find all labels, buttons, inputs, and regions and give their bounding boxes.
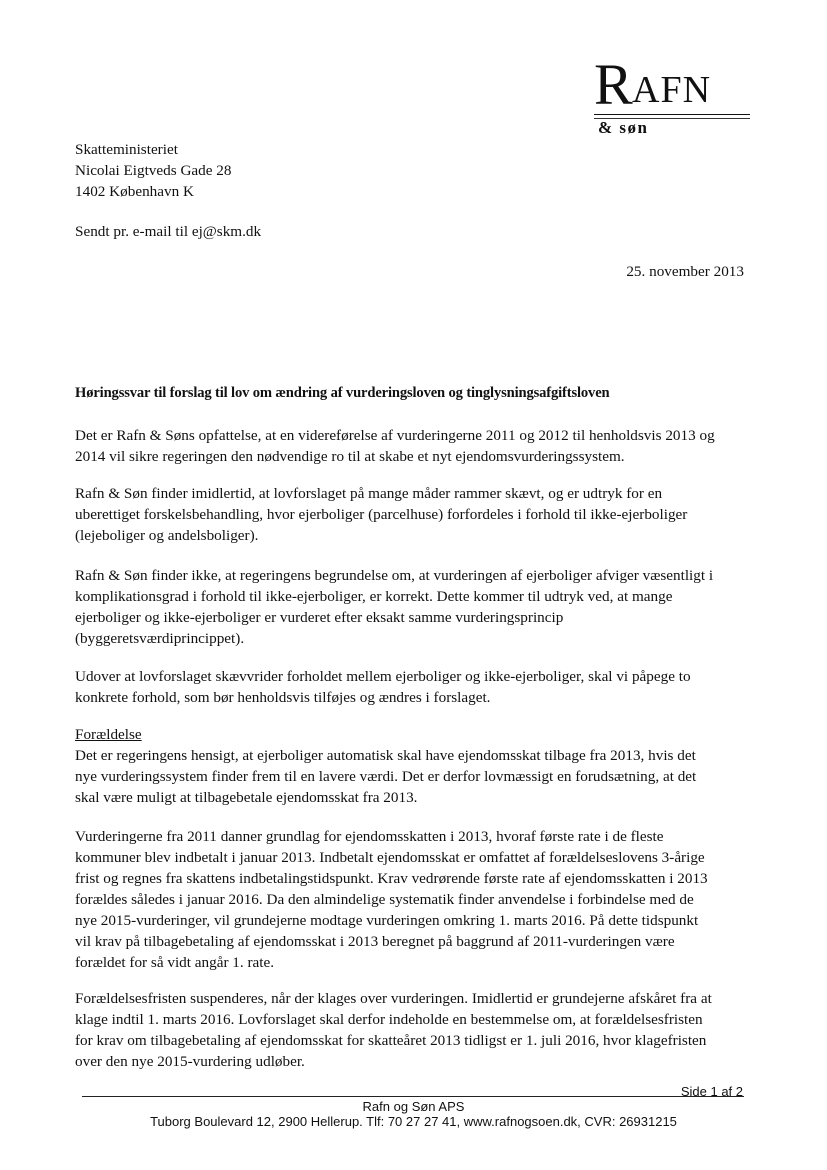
text-line: frist og regnes fra skattens indbetalingstidspunkt. Krav vedrørende første rate af ejendomsskatten i 2013: [75, 870, 708, 887]
text-line: nye vurderingssystem finder frem til en lavere værdi. Det er derfor lovmæssigt en forudsætning, at det: [75, 768, 697, 785]
body-paragraph: [75, 483, 755, 546]
text-line: klage indtil 1. marts 2016. Lovforslaget skal derfor indeholde en bestemmelse om, at forældelsesfristen: [75, 1011, 703, 1028]
text-line: forældes således i januar 2016. Da den almindelige systematik finder anvendelse i forbindelse med de: [75, 891, 694, 908]
recipient-line: Nicolai Eigtveds Gade 28: [75, 162, 232, 179]
footer-contact: Tuborg Boulevard 12, 2900 Hellerup. Tlf: 70 27 27 41, www.rafnogsoen.dk, CVR: 26931215: [150, 1114, 677, 1129]
text-line: Udover at lovforslaget skævvrider forholdet mellem ejerboliger og ikke-ejerboliger, skal vi påpege to: [75, 668, 691, 685]
text-line: konkrete forhold, som bør henholdsvis tilføjes og ændres i forslaget.: [75, 689, 491, 706]
letter-date: 25. november 2013: [626, 263, 744, 280]
text-line: vil krav på tilbagebetaling af ejendomsskat i 2013 beregnet på baggrund af 2011-vurderingen være: [75, 933, 675, 950]
letter-subject: Høringssvar til forslag til lov om ændring af vurderingsloven og tinglysningsafgiftsloven: [75, 385, 610, 401]
text-line: Rafn & Søn finder imidlertid, at lovforslaget på mange måder rammer skævt, og er udtryk for en: [75, 485, 663, 502]
text-line: skal være muligt at tilbagebetale ejendomsskat fra 2013.: [75, 789, 418, 806]
recipient-address: [75, 139, 475, 202]
text-line: Det er regeringens hensigt, at ejerboliger automatisk skal have ejendomsskat tilbage fra 2013, hvis det: [75, 747, 696, 764]
footer-company: Rafn og Søn APS: [362, 1099, 465, 1114]
text-line: 2014 vil sikre regeringen den nødvendige ro til at skabe et nyt ejendomsvurderingssystem.: [75, 448, 625, 465]
text-line: Forældelsesfristen suspenderes, når der klages over vurderingen. Imidlertid er grundejerne afskåret fra at: [75, 990, 712, 1007]
text-line: (lejeboliger og andelsboliger).: [75, 527, 259, 544]
text-line: Vurderingerne fra 2011 danner grundlag for ejendomsskatten i 2013, hvoraf første rate i de fleste: [75, 828, 664, 845]
text-line: over den nye 2015-vurdering udløber.: [75, 1053, 305, 1070]
recipient-line: 1402 København K: [75, 183, 194, 200]
footer-divider: [82, 1096, 744, 1097]
body-paragraph: [75, 565, 755, 649]
company-logo: [594, 52, 750, 142]
body-paragraph: [75, 988, 755, 1072]
text-line: nye 2015-vurderinger, vil grundejerne modtage vurderingen omkring 1. marts 2016. På dette tidspunkt: [75, 912, 699, 929]
page-number: Side 1 af 2: [680, 1084, 743, 1099]
text-line: forældet for så vidt angår 1. rate.: [75, 954, 275, 971]
body-paragraph: [75, 826, 755, 973]
text-line: Det er Rafn & Søns opfattelse, at en videreførelse af vurderingerne 2011 og 2012 til henholdsvis 2013 og: [75, 427, 715, 444]
text-line: kommuner blev indbetalt i januar 2013. Indbetalt ejendomsskat er omfattet af forældelseslovens 3-årige: [75, 849, 705, 866]
body-paragraph: [75, 425, 755, 467]
logo-subtitle: & søn: [598, 118, 649, 137]
section-heading: Forældelse: [75, 726, 142, 743]
text-line: for krav om tilbagebetaling af ejendomsskat for skatteåret 2013 tidligst er 1. juli 2016, hvor klagefristen: [75, 1032, 707, 1049]
recipient-line: Skatteministeriet: [75, 141, 178, 158]
text-line: (byggeretsværdiprincippet).: [75, 630, 245, 647]
logo-name: AFN: [632, 69, 712, 111]
text-line: ejerboliger og ikke-ejerboliger er vurderet efter eksakt samme vurderingsprincip: [75, 609, 564, 626]
logo-rule: [594, 114, 750, 115]
sent-via-line: Sendt pr. e-mail til ej@skm.dk: [75, 223, 262, 240]
body-paragraph: [75, 745, 755, 808]
text-line: Rafn & Søn finder ikke, at regeringens begrundelse om, at vurderingen af ejerboliger afviger væsentligt i: [75, 567, 714, 584]
logo-initial: R: [594, 52, 632, 117]
body-paragraph: [75, 666, 755, 708]
text-line: komplikationsgrad i forhold til ikke-ejerboliger, er korrekt. Dette kommer til udtryk ved, at mange: [75, 588, 673, 605]
text-line: uberettiget forskelsbehandling, hvor ejerboliger (parcelhuse) forfordeles i forhold til ikke-ejerboliger: [75, 506, 688, 523]
